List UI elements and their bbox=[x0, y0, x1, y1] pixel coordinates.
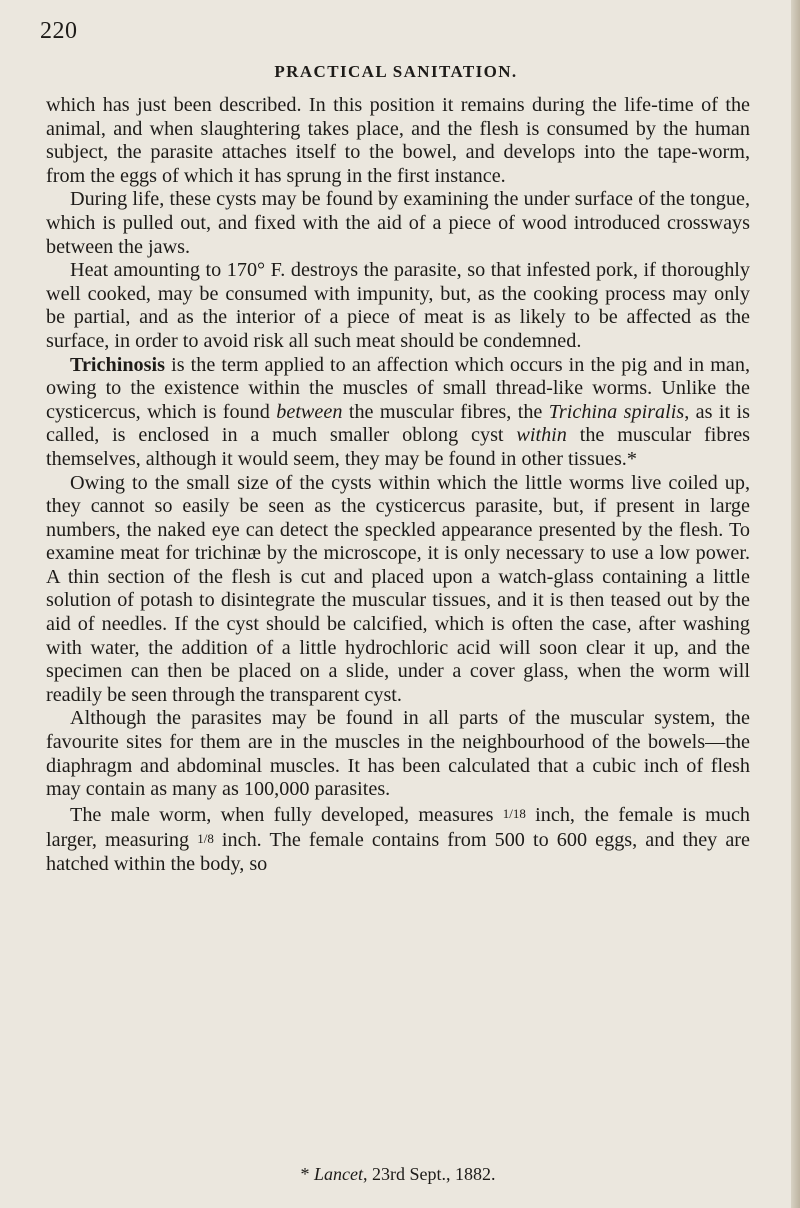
footnote-date: , 23rd Sept., 1882. bbox=[363, 1164, 496, 1184]
text-span: , as it is called, is enclosed in a much smaller oblong cyst bbox=[46, 400, 750, 447]
page-header bbox=[40, 18, 752, 81]
paragraph-heat-destroys-parasite: Heat amounting to 170° F. destroys the parasite, so that infested pork, if thoroughly well cooked, may be consumed with impunity, but, as the cooking process may only be partial, and as the interior of a piece of meat is as likely to be affected as the surface, in order to avoid risk all such meat should be condemned. bbox=[46, 259, 750, 352]
paragraph-microscope-examination: Owing to the small size of the cysts within which the little worms live coiled up, they cannot so easily be seen as the cysticercus parasite, but, if present in large numbers, the naked eye can detect the speckled appearance presented by the flesh. To examine meat for trichinæ by the microscope, it is only necessary to use a low power. A thin section of the flesh is cut and placed upon a watch-glass containing a little solution of potash to disintegrate the muscular tissues, and it is then teased out by the aid of needles. If the cyst should be calcified, which is often the case, after washing with water, the addition of a little hydrochloric acid will soon clear it up, and the specimen can then be placed on a slide, under a cover glass, when the worm will readily be seen through the transparent cyst. bbox=[46, 471, 750, 706]
paragraph-cysticercus-continuation: which has just been described. In this position it remains during the life-time of the animal, and when slaughtering takes place, and the flesh is consumed by the human subject, the parasite attaches itself to the bowel, and develops into the tape-worm, from the eggs of which it has sprung in the first instance. bbox=[46, 94, 750, 187]
fraction-male-size: 1/18 bbox=[502, 805, 526, 821]
paragraph-worm-size bbox=[46, 802, 750, 877]
emphasis-within: within bbox=[516, 424, 567, 447]
text-span: inch, the female is much larger, measuring bbox=[46, 803, 751, 852]
footnote-marker: * bbox=[300, 1164, 314, 1184]
text-span: The male worm, when fully developed, measures bbox=[70, 803, 503, 826]
text-span: is the term applied to an affection which occurs in the pig and in man, owing to the existence within the muscles of small thread-like worms. Unlike the cysticercus, which is found bbox=[46, 353, 750, 423]
term-trichinosis: Trichinosis bbox=[70, 353, 165, 376]
text-span: the muscular fibres themselves, although it would seem, they may be found in other tissues.* bbox=[46, 424, 751, 470]
body-text bbox=[46, 94, 750, 877]
paragraph-trichinosis bbox=[46, 354, 750, 472]
footnote bbox=[46, 1164, 750, 1185]
page-edge-shadow bbox=[791, 0, 800, 1208]
footnote-source: Lancet bbox=[314, 1164, 363, 1184]
paragraph-tongue-examination: During life, these cysts may be found by examining the under surface of the tongue, which is pulled out, and fixed with the aid of a piece of wood introduced crossways between the jaws. bbox=[46, 188, 750, 258]
page-number: 220 bbox=[40, 18, 78, 44]
running-head: PRACTICAL SANITATION. bbox=[274, 62, 518, 81]
paragraph-favourite-sites: Although the parasites may be found in all parts of the muscular system, the favourite sites for them are in the muscles in the neighbourhood of the bowels—the diaphragm and abdominal muscles. It has been calculated that a cubic inch of flesh may contain as many as 100,000 parasites. bbox=[46, 707, 750, 801]
text-span: inch. The female contains from 500 to 600 eggs, and they are hatched within the body, so bbox=[46, 829, 750, 875]
text-span: the muscular fibres, the bbox=[342, 400, 549, 423]
fraction-female-size: 1/8 bbox=[197, 831, 214, 847]
emphasis-between: between bbox=[276, 400, 343, 423]
species-name: Trichina spiralis bbox=[548, 400, 685, 423]
